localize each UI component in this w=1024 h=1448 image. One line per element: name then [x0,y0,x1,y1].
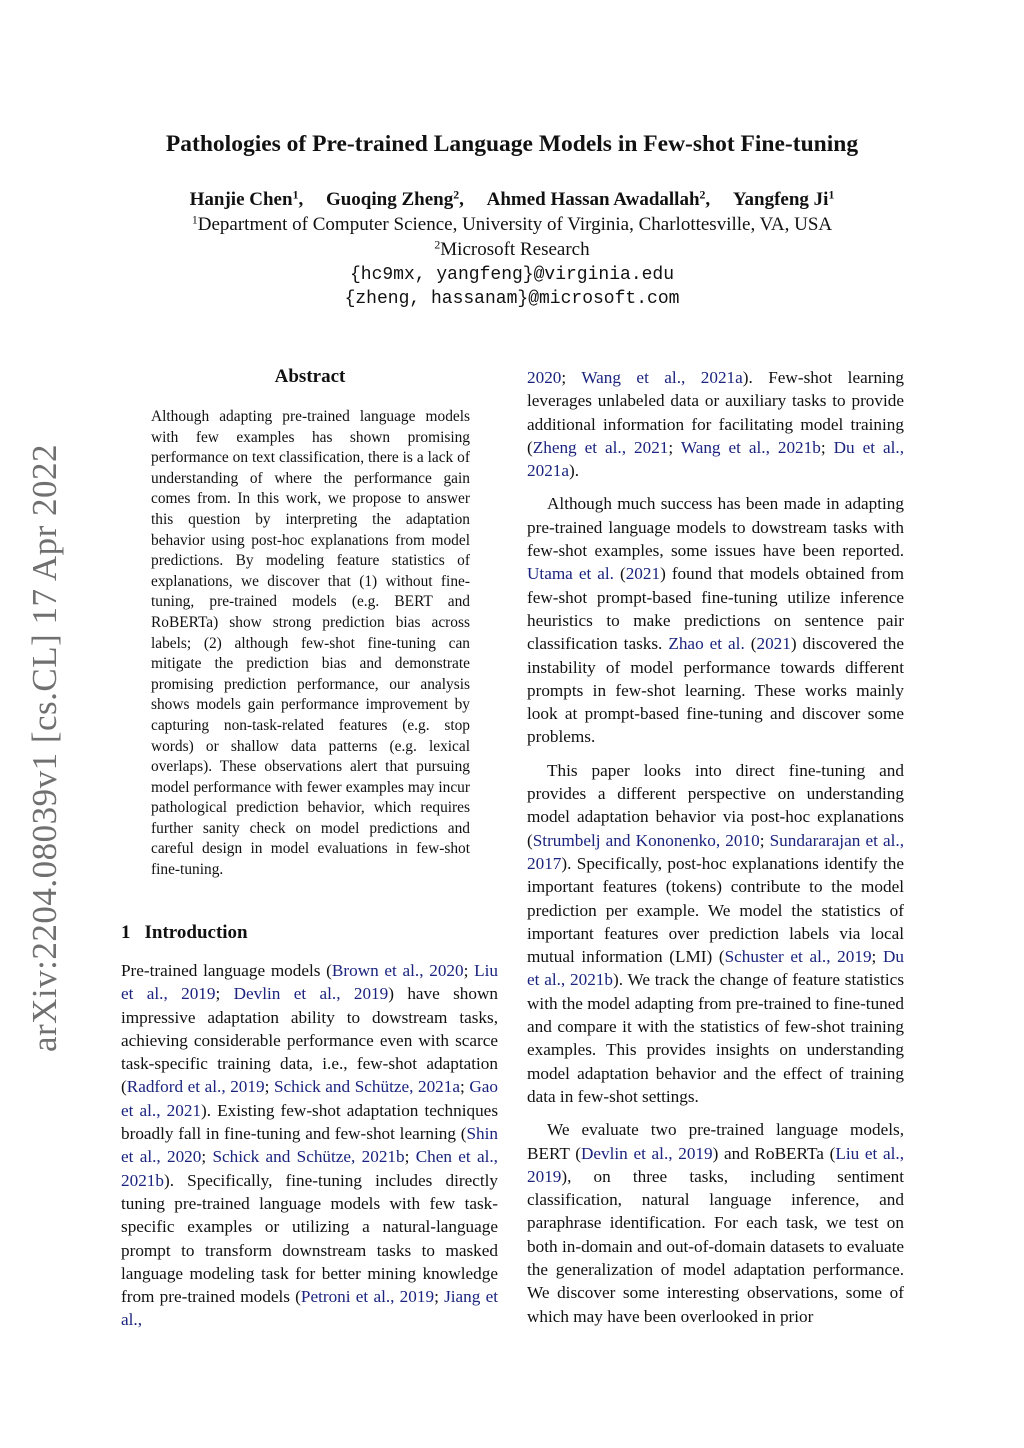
text-run: ) found that models obtained from few-shot prompt-based fine-tuning utilize inference heuristics to make predictions on sentence pair classification tasks. [527,564,904,654]
text-run: ; [759,830,770,850]
intro-paragraph-right [527,366,904,482]
citation-link[interactable]: Liu et al., 2019 [121,961,498,1004]
text-run: ). Specifically, post-hoc explanations identify the important features (tokens) contribute to the model prediction per example. We model the statistics of important features over prediction labels via local mutual information (LMI) ( [527,853,904,967]
text-run: ). [569,461,580,481]
citation-link[interactable]: Wang et al., 2021a [581,368,743,387]
text-run: ( [613,564,626,584]
text-run: ; [820,437,834,457]
citation-link[interactable]: Utama et al. [527,564,614,584]
text-run: We evaluate two pre-trained language models, BERT ( [527,1120,904,1163]
text-run: ), on three tasks, including sentiment classification, natural language inference, and paraphrase identification. For each task, we test on both in-domain and out-of-domain datasets to evaluate the generalization of model adaptation performance. We discover some interesting observations, some of which may have been overlooked in prior [527,1166,904,1326]
author-2: Guoqing Zheng$^2$, [325,188,464,210]
citation-link[interactable]: Wang et al., 2021b [680,437,821,457]
citation-link[interactable]: Du et al., 2021a [527,437,904,481]
text-run: ) and RoBERTa ( [712,1143,836,1163]
citation-link[interactable]: Shin et al., 2020 [121,1124,498,1167]
author-affil-sup: 1 [828,188,835,202]
author-affil-sup: 2 [699,188,706,202]
text-run: ) have shown impressive adaptation ability to dowstream tasks, achieving considerable performance even with scarce task-specific training data, i.e., few-shot adaptation ( [121,984,499,1097]
text-run: ). We track the change of feature statistics with the model adapting from pre-trained to fine-tuned and compare it with the statistics of few-shot training examples. This provides insights on understanding model adaptation behavior and the effect of training data in few-shot settings. [527,970,905,1106]
affiliation-text: Microsoft Research [440,239,590,260]
text-run: ; [404,1147,416,1167]
citation-link[interactable]: Liu et al., 2019 [527,1143,904,1186]
author-3: Ahmed Hassan Awadallah$^2$, [486,188,711,210]
author-affil-sup: 1 [292,188,299,202]
citation-link[interactable]: Zhao et al. [668,634,745,654]
affiliation-1 [0,214,1024,236]
author-list [0,189,1024,211]
abstract-text: Although adapting pre-trained language models with few examples has shown promising performance on text classification, there is a lack of understanding of where the performance gain comes from. In this work, we propose to answer this question by interpreting the adaptation behavior using post-hoc explanations from model predictions. By modeling feature statistics of explanations, we discover that (1) without fine-tuning, pre-trained models (e.g. BERT and RoBERTa) show strong prediction bias across labels; (2) although few-shot fine-tuning can mitigate the prediction bias and demonstrate promising prediction performance, our analysis shows models gain performance improvement by capturing non-task-related features (e.g. stop words) or shallow data patterns (e.g. lexical overlaps). These observations alert that pursuing model performance with fewer examples may incur pathological prediction behavior, which requires further sanity check on model predictions and careful design in model evaluations in few-shot fine-tuning. [151,408,470,879]
abstract-heading: Abstract [274,366,346,387]
paper-title: Pathologies of Pre-trained Language Models in Few-shot Fine-tuning [165,131,859,157]
intro-paragraph-left [121,959,498,1332]
citation-link[interactable]: Strumbelj and Kononenko, 2010 [532,830,760,850]
citation-link[interactable]: Brown et al., 2020 [331,961,464,980]
text-run: ; [459,1077,470,1097]
email-virginia: {hc9mx, yangfeng}@virginia.edu [349,265,675,285]
citation-link[interactable]: Schuster et al., 2019 [724,947,872,967]
citation-link[interactable]: Schick and Schütze, 2021b [212,1147,405,1167]
citation-link[interactable]: Du et al., 2021b [527,947,905,990]
affiliation-2 [0,239,1024,261]
intro-paragraph-right [527,1118,904,1328]
text-run: Pre-trained language models ( [121,961,332,980]
section-heading-introduction [121,922,248,944]
text-run: ; [264,1077,274,1097]
text-run: ; [668,437,681,457]
author-affil-sup: 2 [453,188,460,202]
text-run: ). Few-shot learning leverages unlabeled data or auxiliary tasks to provide additional information for facilitating model training ( [527,368,904,457]
affiliation-sup: 1 [191,213,198,227]
citation-link[interactable]: 2021 [625,564,661,584]
text-run: ; [561,368,582,387]
intro-paragraph-right [527,759,904,1108]
text-run: ). Existing few-shot adaptation techniques broadly fall in fine-tuning and few-shot learning ( [121,1100,499,1144]
section-number: 1 [121,922,131,943]
citation-link[interactable]: Gao et al., 2021 [121,1077,498,1120]
text-run: ; [201,1147,213,1167]
intro-paragraph-right [527,492,904,748]
author-name: Yangfeng Ji [732,189,829,210]
text-run: Although much success has been made in adapting pre-trained language models to dowstream tasks with few-shot examples, some issues have been reported. [527,494,904,561]
text-run: ; [215,984,234,1004]
text-run: ). Specifically, fine-tuning includes directly tuning pre-trained language models with few task-specific examples or utilizing a natural-language prompt to transform downstream tasks to masked language modeling task for better mining knowledge from pre-trained models ( [121,1170,498,1307]
author-name: Guoqing Zheng [325,189,454,210]
text-run: ; [871,947,883,967]
author-4 [733,189,834,210]
citation-link[interactable]: 2021 [756,634,791,654]
citation-link[interactable]: Chen et al., 2021b [121,1147,498,1190]
citation-link[interactable]: Petroni et al., 2019 [300,1287,435,1307]
text-run: ) discovered the instability of model performance towards different prompts in few-shot learning. These works mainly look at prompt-based fine-tuning and discover some problems. [527,634,904,747]
email-microsoft: {zheng, hassanam}@microsoft.com [344,289,680,309]
right-column [527,366,904,1338]
citation-link[interactable]: Devlin et al., 2019 [581,1143,713,1163]
text-run: ; [463,961,475,980]
author-name: Hanjie Chen [189,189,293,210]
citation-link[interactable]: Schick and Schütze, 2021a [273,1077,460,1097]
text-run: ; [434,1287,445,1307]
author-1: Hanjie Chen$^1$, [189,188,304,210]
affiliation-sup: 2 [434,238,441,252]
author-name: Ahmed Hassan Awadallah [486,189,700,210]
citation-link[interactable]: Devlin et al., 2019 [233,984,389,1004]
text-run: ( [744,634,757,654]
arxiv-sidebar-stamp [10,443,80,1053]
arxiv-id: arXiv:2204.08039v1 [cs.CL] 17 Apr 2022 [25,443,65,1053]
text-run: This paper looks into direct fine-tuning and provides a different perspective on understanding model adaptation behavior via post-hoc explanations ( [527,760,904,850]
citation-link[interactable]: Radford et al., 2019 [126,1077,265,1097]
section-title: Introduction [144,922,248,943]
citation-link[interactable]: Zheng et al., 2021 [532,437,669,457]
citation-link[interactable]: Jiang et al., [121,1287,499,1330]
citation-link[interactable]: Sundararajan et al., 2017 [527,830,905,873]
citation-link[interactable]: 2020 [527,368,562,387]
affiliation-text: Department of Computer Science, University of Virginia, Charlottesville, VA, USA [197,214,833,235]
